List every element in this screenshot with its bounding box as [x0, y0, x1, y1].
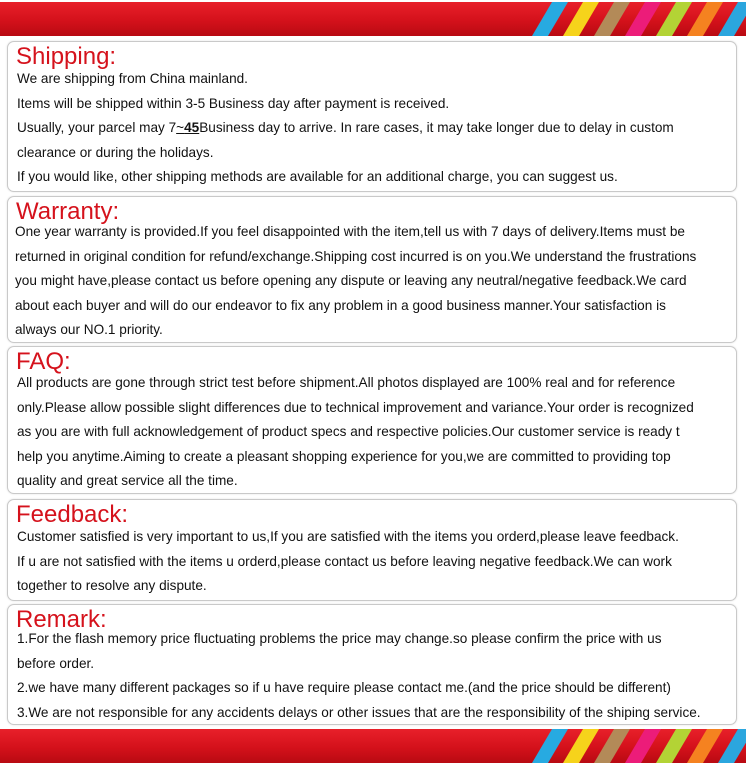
bottom-banner [0, 729, 746, 763]
warranty-line: you might have,please contact us before opening any dispute or leaving any neutral/negative feedback.We card [15, 273, 687, 288]
shipping-line: Items will be shipped within 3-5 Business day after payment is received. [17, 95, 450, 111]
remark-section [7, 604, 737, 725]
shipping-line: clearance or during the holidays. [17, 144, 214, 160]
warranty-body [15, 220, 730, 343]
remark-title: Remark: [16, 606, 107, 633]
shipping-days-tilde: ~ [176, 120, 185, 135]
remark-line: 2.we have many different packages so if u have require please contact me.(and the price should be different) [17, 680, 671, 695]
feedback-body [17, 525, 730, 599]
faq-line: help you anytime.Aiming to create a pleasant shopping experience for you,we are committed to providing top [17, 448, 671, 464]
remark-line: 3.We are not responsible for any accidents delays or other issues that are the responsibility of the shiping service. [17, 704, 701, 720]
top-banner [0, 2, 746, 36]
faq-line: All products are gone through strict test before shipment.All photos displayed are 100% real and for reference [17, 375, 676, 390]
feedback-section [7, 499, 737, 601]
feedback-line: together to resolve any dispute. [17, 578, 207, 593]
warranty-line: about each buyer and will do our endeavor to fix any problem in a good business manner.Your satisfaction is [15, 297, 666, 313]
shipping-days-number: 45 [184, 120, 200, 135]
faq-line: quality and great service all the time. [17, 473, 238, 488]
feedback-line: Customer satisfied is very important to us,If you are satisfied with the items you orderd,please leave feedback. [17, 529, 679, 544]
faq-section [7, 346, 737, 494]
warranty-title: Warranty: [16, 198, 120, 225]
warranty-line: One year warranty is provided.If you feel disappointed with the item,tell us with 7 days of delivery.Items must be [15, 224, 685, 239]
shipping-line-pre: Usually, your parcel may 7 [17, 120, 177, 135]
faq-line: as you are with full acknowledgement of product specs and respective policies.Our customer service is ready t [17, 424, 680, 439]
stripes-graphic [0, 2, 746, 36]
shipping-section [7, 41, 737, 192]
shipping-body [17, 67, 730, 190]
remark-body [17, 627, 730, 725]
remark-line: before order. [17, 655, 95, 671]
warranty-section [7, 196, 737, 343]
faq-title: FAQ: [16, 348, 71, 375]
faq-body [17, 371, 730, 494]
shipping-line-post: Business day to arrive. In rare cases, it may take longer due to delay in custom [199, 120, 674, 135]
shipping-line [17, 116, 730, 141]
warranty-line: always our NO.1 priority. [15, 322, 163, 337]
shipping-line: We are shipping from China mainland. [17, 71, 248, 86]
shipping-title: Shipping: [16, 43, 117, 70]
feedback-line: If u are not satisfied with the items u orderd,please contact us before leaving negative feedback.We can work [17, 553, 672, 569]
warranty-line: returned in original condition for refund/exchange.Shipping cost incurred is on you.We understand the frustrations [15, 248, 697, 264]
shipping-line: If you would like, other shipping methods are available for an additional charge, you can suggest us. [17, 169, 618, 184]
remark-line: 1.For the flash memory price fluctuating problems the price may change.so please confirm the price with us [17, 631, 662, 646]
faq-line: only.Please allow possible slight differences due to technical improvement and variance.Your order is recognized [17, 399, 694, 415]
stripes-graphic [0, 729, 746, 763]
feedback-title: Feedback: [16, 501, 129, 528]
